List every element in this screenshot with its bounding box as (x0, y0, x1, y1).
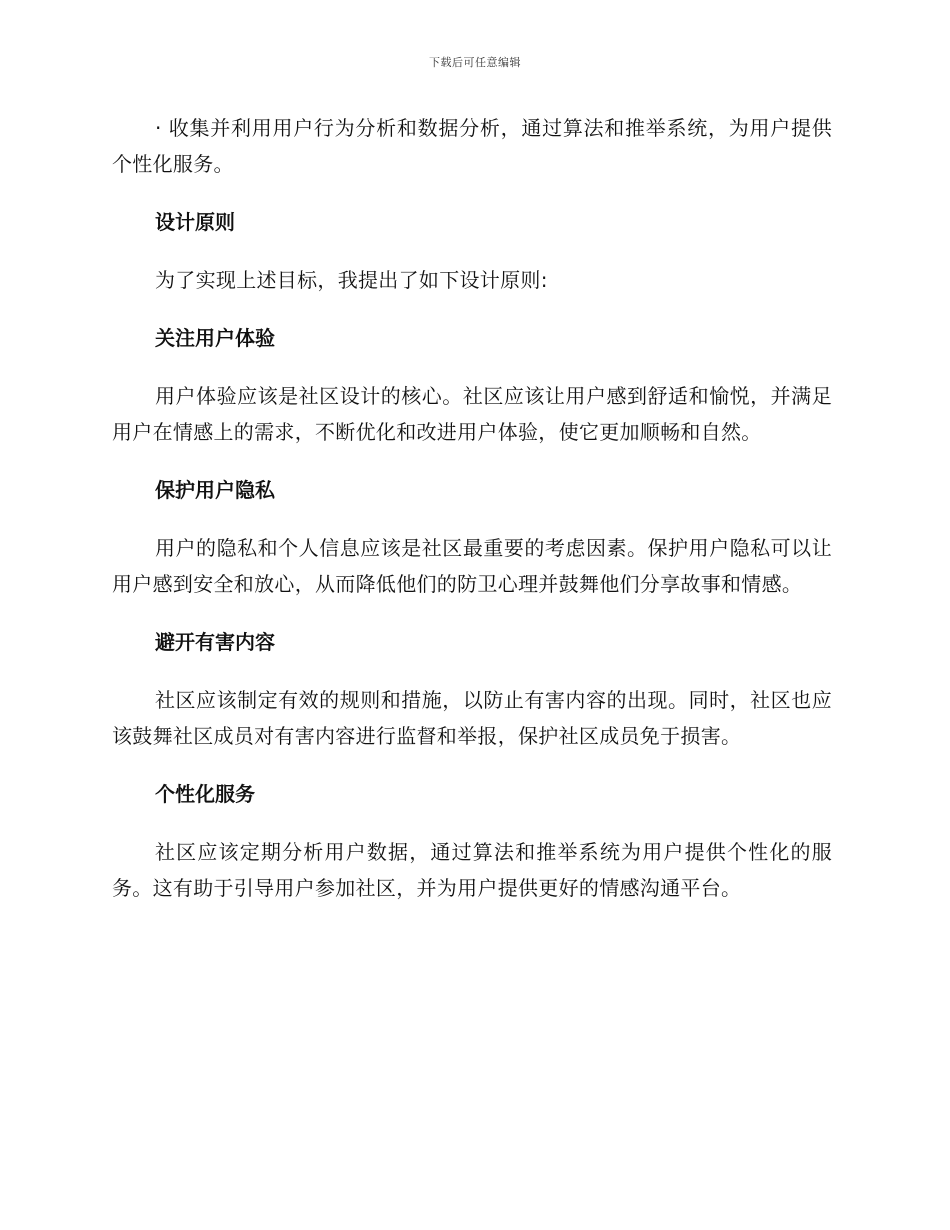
heading-personalized-service: 个性化服务 (155, 782, 255, 806)
paragraph-principles-intro: 为了实现上述目标，我提出了如下设计原则: (155, 268, 548, 292)
heading-design-principles: 设计原则 (155, 210, 235, 234)
paragraph-user-experience: 用户体验应该是社区设计的核心。社区应该让用户感到舒适和愉悦，并满足用户在情感上的需求，不断优化和改进用户体验，使它更加顺畅和自然。 (112, 384, 832, 444)
paragraph-personalization-bullet: · 收集并利用用户行为分析和数据分析，通过算法和推举系统，为用户提供个性化服务。 (112, 116, 832, 176)
document-body (112, 110, 832, 906)
heading-avoid-harmful-content: 避开有害内容 (155, 630, 275, 654)
paragraph-avoid-harmful-content: 社区应该制定有效的规则和措施，以防止有害内容的出现。同时，社区也应该鼓舞社区成员对有害内容进行监督和举报，保护社区成员免于损害。 (112, 688, 832, 748)
paragraph-personalized-service: 社区应该定期分析用户数据，通过算法和推举系统为用户提供个性化的服务。这有助于引导用户参加社区，并为用户提供更好的情感沟通平台。 (112, 840, 832, 900)
paragraph-user-privacy: 用户的隐私和个人信息应该是社区最重要的考虑因素。保护用户隐私可以让用户感到安全和放心，从而降低他们的防卫心理并鼓舞他们分享故事和情感。 (112, 536, 832, 596)
page-header: 下载后可任意编辑 (429, 56, 521, 69)
heading-user-privacy: 保护用户隐私 (155, 478, 275, 502)
heading-user-experience: 关注用户体验 (155, 326, 275, 350)
